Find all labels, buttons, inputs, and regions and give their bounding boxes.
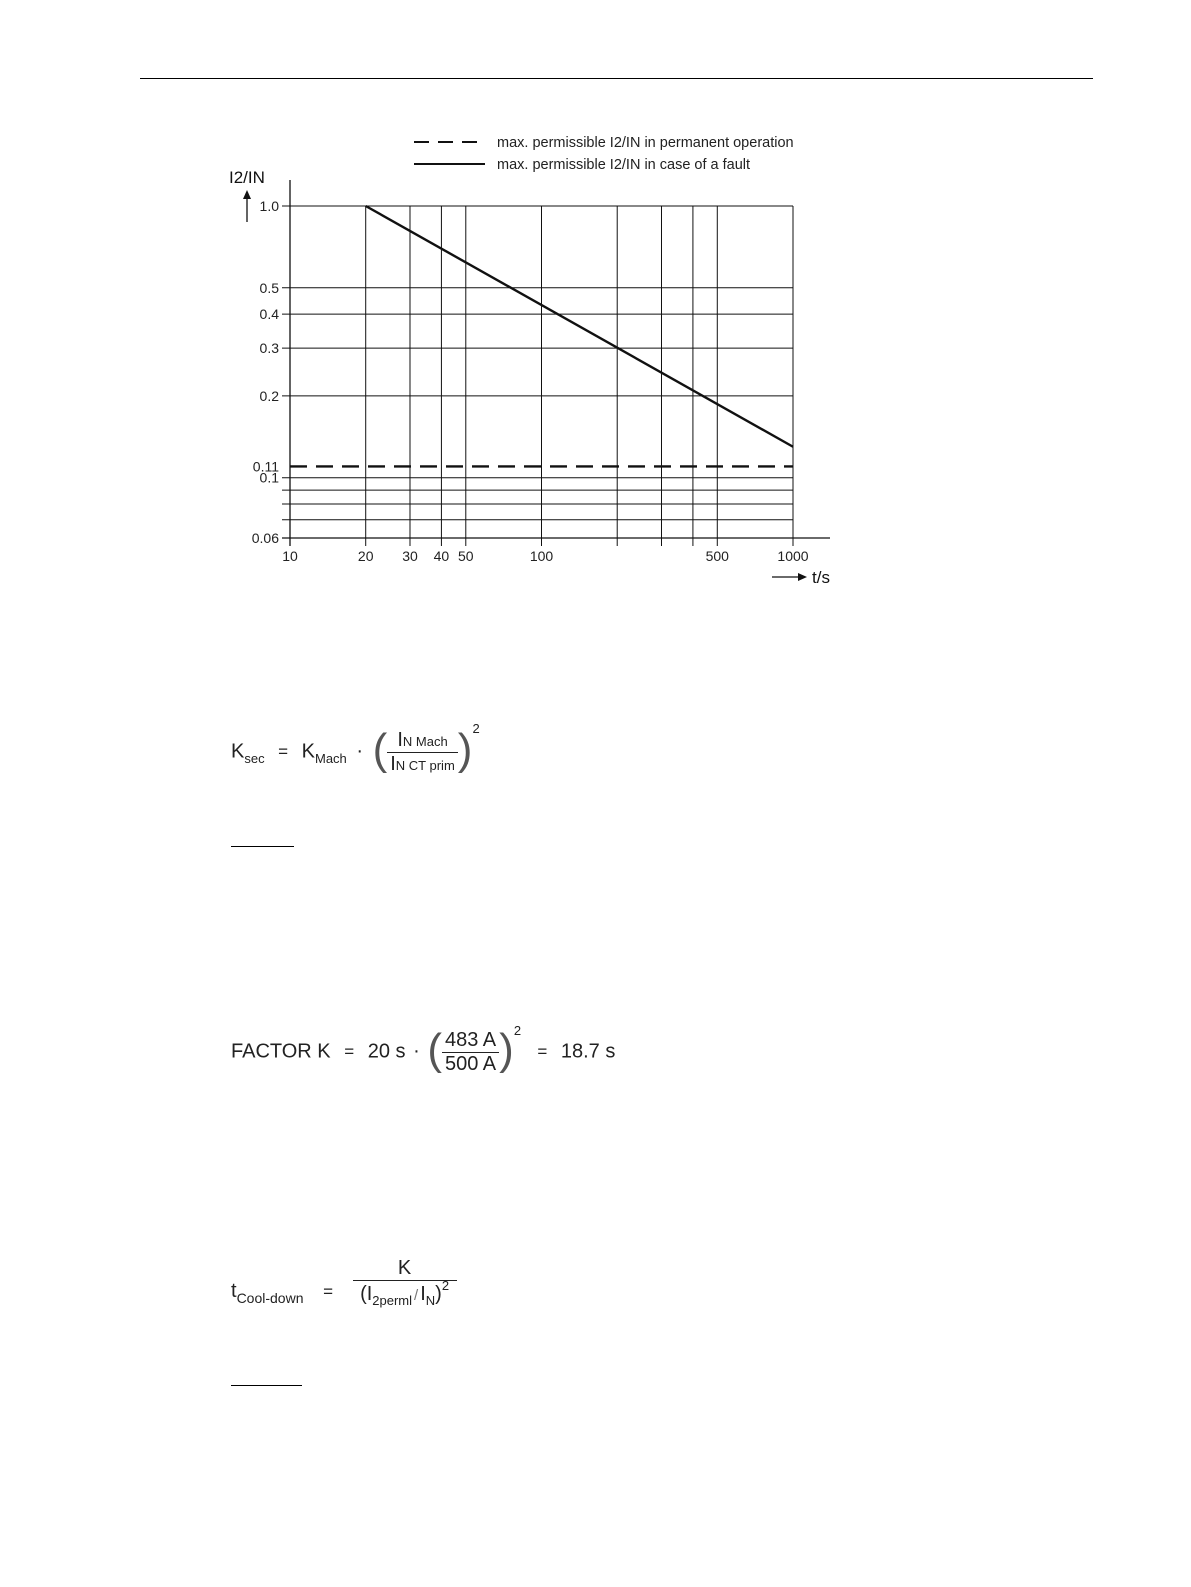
ksec-exponent: 2 bbox=[472, 721, 480, 736]
x-tick-label: 10 bbox=[282, 548, 298, 564]
y-tick-label: 0.5 bbox=[259, 279, 279, 296]
factor-dot: · bbox=[413, 1040, 420, 1063]
ksec-den: I bbox=[390, 752, 396, 775]
factor-lhs: FACTOR K bbox=[231, 1040, 331, 1063]
ksec-open-paren: ( bbox=[372, 725, 388, 774]
cooldown-fraction bbox=[353, 1257, 457, 1306]
ksec-num-sub: N Mach bbox=[402, 733, 448, 749]
x-tick-label: 40 bbox=[433, 548, 450, 564]
x-tick-label: 500 bbox=[705, 548, 729, 564]
negative-sequence-chart bbox=[0, 0, 1191, 600]
factor-open-paren: ( bbox=[427, 1025, 442, 1074]
cooldown-equals: = bbox=[323, 1281, 333, 1301]
ksec-den-sub: N CT prim bbox=[395, 757, 455, 773]
y-axis-arrow-head bbox=[243, 190, 251, 199]
ksec-dot: · bbox=[356, 740, 364, 763]
ksec-fraction bbox=[387, 729, 458, 776]
y-tick-label: 0.2 bbox=[259, 387, 279, 404]
x-tick-label: 1000 bbox=[777, 548, 809, 564]
cooldown-den-sub1: 2perml bbox=[372, 1293, 413, 1308]
legend-label-fault: max. permissible I2/IN in case of a fault bbox=[497, 157, 751, 173]
ksec-close-paren: ) bbox=[457, 725, 473, 774]
x-axis-arrow-head bbox=[798, 573, 807, 581]
footnote-rule-1 bbox=[231, 846, 294, 847]
factor-fraction bbox=[442, 1029, 499, 1076]
x-tick-label: 30 bbox=[402, 548, 418, 564]
y-tick-label: 0.3 bbox=[259, 340, 279, 357]
series-fault-line bbox=[366, 206, 793, 447]
cooldown-den-i: I bbox=[420, 1283, 426, 1305]
factor-den: 500 A bbox=[442, 1052, 499, 1076]
x-axis-title: t/s bbox=[812, 568, 830, 587]
cooldown-lhs: t bbox=[231, 1279, 237, 1302]
y-tick-label: 0.11 bbox=[252, 458, 279, 475]
cooldown-den-sub2: N bbox=[425, 1293, 436, 1308]
ksec-lhs-sub: sec bbox=[244, 751, 265, 767]
x-tick-label: 50 bbox=[458, 548, 474, 564]
y-tick-label: 1.0 bbox=[259, 198, 279, 214]
cooldown-den-close: ) bbox=[435, 1283, 442, 1305]
factor-coef: 20 s bbox=[367, 1040, 406, 1063]
factor-equals: = bbox=[344, 1042, 355, 1062]
y-tick-label: 0.1 bbox=[259, 469, 279, 486]
ksec-num: I bbox=[397, 728, 403, 751]
formula-factor-k bbox=[231, 1023, 616, 1077]
x-tick-label: 100 bbox=[529, 548, 554, 564]
cooldown-exponent: 2 bbox=[441, 1278, 450, 1293]
factor-close-paren: ) bbox=[499, 1025, 514, 1074]
footnote-rule-2 bbox=[231, 1385, 302, 1386]
legend-label-permanent: max. permissible I2/IN in permanent operation bbox=[497, 135, 794, 151]
y-axis-title: I2/IN bbox=[229, 168, 265, 187]
cooldown-den-open: (I bbox=[360, 1283, 373, 1305]
y-tick-label: 0.4 bbox=[259, 306, 279, 323]
ksec-k-sub: Mach bbox=[314, 751, 347, 767]
ksec-lhs: K bbox=[231, 740, 245, 763]
ksec-k: K bbox=[301, 740, 315, 763]
formula-ksec bbox=[231, 721, 480, 777]
factor-num: 483 A bbox=[444, 1028, 497, 1051]
cooldown-num: K bbox=[397, 1257, 412, 1279]
factor-exponent: 2 bbox=[513, 1023, 522, 1038]
ksec-equals: = bbox=[278, 742, 289, 762]
cooldown-lhs-sub: Cool-down bbox=[236, 1289, 304, 1306]
factor-result: 18.7 s bbox=[560, 1040, 616, 1063]
cooldown-den-slash: / bbox=[414, 1287, 419, 1304]
formula-cooldown bbox=[231, 1257, 457, 1306]
factor-equals-2: = bbox=[537, 1042, 548, 1062]
y-tick-label: 0.06 bbox=[251, 530, 279, 546]
x-tick-label: 20 bbox=[357, 548, 374, 564]
